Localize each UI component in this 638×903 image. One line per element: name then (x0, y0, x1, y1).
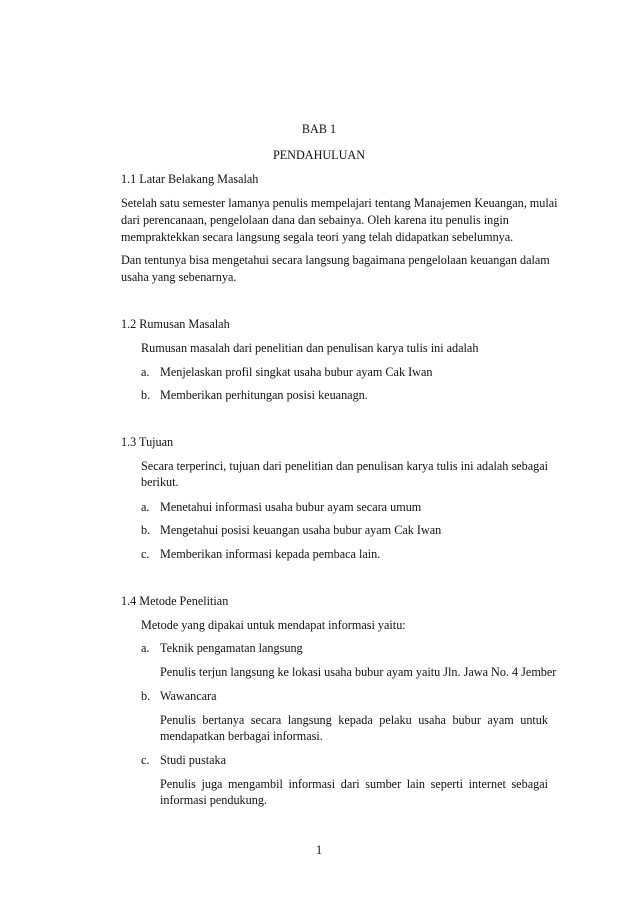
paragraph-line: dari perencanaan, pengelolaan dana dan sebainya. Oleh karena itu penulis ingin (121, 213, 509, 227)
list-item: Mengetahui posisi keuangan usaha bubur ayam Cak Iwan (160, 523, 442, 537)
list-marker: b. (141, 388, 151, 402)
section-intro: Secara terperinci, tujuan dari penelitian dan penulisan karya tulis ini adalah sebagai berikut. (141, 459, 548, 489)
paragraph-line: Setelah satu semester lamanya penulis mempelajari tentang Manajemen Keuangan, mulai (121, 196, 558, 210)
list-item-description: Penulis juga mengambil informasi dari sumber lain seperti internet sebagai informasi pendukung. (160, 777, 548, 807)
list-item: Memberikan perhitungan posisi keuanagn. (160, 388, 368, 402)
list-marker: c. (141, 753, 150, 767)
list-marker: b. (141, 689, 151, 703)
section-heading-1-1: 1.1 Latar Belakang Masalah (121, 172, 259, 186)
list-marker: a. (141, 641, 150, 655)
section-intro: Metode yang dipakai untuk mendapat informasi yaitu: (141, 618, 406, 632)
list-item: Studi pustaka (160, 753, 227, 767)
section-intro: Rumusan masalah dari penelitian dan penulisan karya tulis ini adalah (141, 341, 479, 355)
list-item: Memberikan informasi kepada pembaca lain. (160, 547, 381, 561)
section-heading-1-3: 1.3 Tujuan (121, 435, 174, 449)
chapter-title: PENDAHULUAN (272, 148, 366, 162)
list-item: Wawancara (160, 689, 217, 703)
section-heading-1-4: 1.4 Metode Penelitian (121, 594, 229, 608)
section-heading-1-2: 1.2 Rumusan Masalah (121, 317, 230, 331)
paragraph-line: mempraktekkan secara langsung segala teori yang telah didapatkan sebelumnya. (121, 230, 514, 244)
paragraph-line: usaha yang sebenarnya. (121, 270, 237, 284)
list-marker: a. (141, 500, 150, 514)
chapter-number: BAB 1 (301, 122, 337, 136)
list-item: Menetahui informasi usaha bubur ayam secara umum (160, 500, 422, 514)
list-marker: a. (141, 365, 150, 379)
list-marker: c. (141, 547, 150, 561)
list-item: Teknik pengamatan langsung (160, 641, 303, 655)
list-item: Menjelaskan profil singkat usaha bubur ayam Cak Iwan (160, 365, 433, 379)
paragraph-line: Dan tentunya bisa mengetahui secara langsung bagaimana pengelolaan keuangan dalam (121, 253, 550, 267)
page-number: 1 (315, 843, 323, 857)
list-marker: b. (141, 523, 151, 537)
list-item-description: Penulis terjun langsung ke lokasi usaha bubur ayam yaitu Jln. Jawa No. 4 Jember (160, 665, 557, 679)
list-item-description: Penulis bertanya secara langsung kepada pelaku usaha bubur ayam untuk mendapatkan berbagai informasi. (160, 713, 548, 743)
